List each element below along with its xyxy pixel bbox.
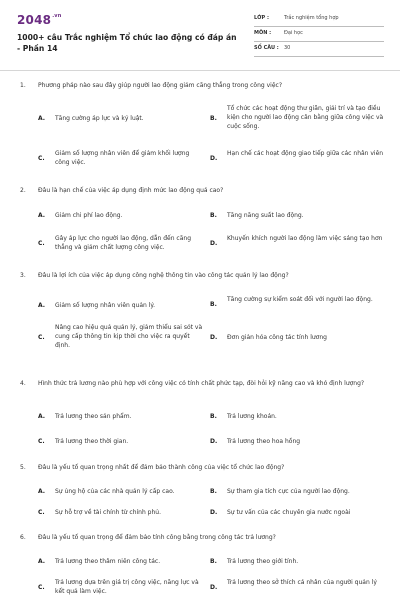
option-letter: B. <box>210 212 217 219</box>
meta-row-subject <box>254 27 384 42</box>
meta-value: Đại học <box>284 30 303 36</box>
meta-row-count <box>254 42 384 57</box>
option-text: Giảm chi phí lao động. <box>55 212 123 219</box>
question-text: Đâu là yếu tố quan trọng để đảm bảo tính công bằng trong công tác trả lương? <box>38 534 276 541</box>
option-letter: B. <box>210 413 217 420</box>
option-text: Hạn chế các hoạt động giao tiếp giữa các nhân viên <box>227 150 384 157</box>
option-letter: A. <box>38 115 46 122</box>
meta-label: SỐ CÂU : <box>254 45 279 51</box>
option-letter: A. <box>38 558 46 565</box>
option-letter: C. <box>38 240 45 247</box>
question-number: 4. <box>20 380 26 387</box>
option-letter: C. <box>38 438 45 445</box>
option-text: Trả lương khoán. <box>227 413 277 420</box>
option-letter: D. <box>210 509 218 516</box>
question-text: Đâu là yếu tố quan trọng nhất để đảm bảo thành công của việc tổ chức lao động? <box>38 464 285 471</box>
option-letter: C. <box>38 509 45 516</box>
option-letter: D. <box>210 438 218 445</box>
option-letter: C. <box>38 334 45 341</box>
option-letter: D. <box>210 584 218 591</box>
option-letter: A. <box>38 488 46 495</box>
logo-suffix: .vn <box>52 13 62 19</box>
option-letter: C. <box>38 155 45 162</box>
header-divider <box>0 70 400 71</box>
option-letter: D. <box>210 334 218 341</box>
option-text: Tăng cường áp lực và kỷ luật. <box>55 115 144 122</box>
option-letter: C. <box>38 584 45 591</box>
meta-value: Trắc nghiệm tổng hợp <box>284 15 339 21</box>
option-letter: D. <box>210 240 218 247</box>
option-text: Giảm số lượng nhân viên quản lý. <box>55 302 155 309</box>
option-letter: A. <box>38 302 46 309</box>
option-letter: D. <box>210 155 218 162</box>
option-text: Tổ chức các hoạt động thư giãn, giải trí và tạo điều kiện cho người lao động cân bằng giữa công việc và cuộc sống. <box>227 105 384 130</box>
question-text: Đâu là lợi ích của việc áp dụng công nghệ thông tin vào công tác quản lý lao động? <box>38 272 289 279</box>
option-letter: B. <box>210 488 217 495</box>
option-text: Tăng năng suất lao động. <box>227 212 304 219</box>
question-number: 5. <box>20 464 26 471</box>
option-text: Sự ủng hộ của các nhà quản lý cấp cao. <box>55 488 175 495</box>
logo-text: 2048 <box>17 13 52 27</box>
question-number: 6. <box>20 534 26 541</box>
option-text: Trả lương theo giới tính. <box>227 558 299 565</box>
option-letter: A. <box>38 212 46 219</box>
option-text: Sự hỗ trợ về tài chính từ chính phủ. <box>55 509 161 516</box>
option-text: Trả lương theo thời gian. <box>55 438 129 445</box>
meta-value: 30 <box>284 45 291 51</box>
option-text: Gây áp lực cho người lao động, dẫn đến căng thẳng và giảm chất lượng công việc. <box>55 235 192 251</box>
question-number: 1. <box>20 82 26 89</box>
option-text: Sự tham gia tích cực của người lao động. <box>227 488 350 495</box>
question-text: Phương pháp nào sau đây giúp người lao động giảm căng thẳng trong công việc? <box>38 82 283 89</box>
question-text: Đâu là hạn chế của việc áp dụng định mức lao động quá cao? <box>38 187 224 194</box>
option-text: Trả lương theo sản phẩm. <box>55 413 132 420</box>
option-text: Khuyến khích người lao động làm việc sáng tạo hơn <box>227 235 383 242</box>
option-text: Đơn giản hóa công tác tính lương <box>227 334 327 341</box>
option-letter: B. <box>210 115 217 122</box>
option-text: Trả lương theo thâm niên công tác. <box>55 558 161 565</box>
option-text: Giảm số lượng nhân viên để giảm khối lượng công việc. <box>55 150 190 166</box>
option-letter: B. <box>210 301 217 308</box>
meta-label: MÔN : <box>254 30 272 36</box>
option-text: Sự tư vấn của các chuyên gia nước ngoài <box>227 509 351 516</box>
page-header <box>0 0 400 66</box>
page-title: 1000+ câu Trắc nghiệm Tổ chức lao động có đáp án - Phần 14 <box>17 33 237 53</box>
site-logo[interactable] <box>17 13 62 27</box>
option-letter: A. <box>38 413 46 420</box>
option-text: Trả lương theo hoa hồng <box>227 438 301 445</box>
question-text: Hình thức trả lương nào phù hợp với công việc có tính chất phức tạp, đòi hỏi kỹ năng cao và khó định lượng? <box>38 380 365 387</box>
option-text: Nâng cao hiệu quả quản lý, giảm thiểu sai sót và cung cấp thông tin kịp thời cho việc ra quyết định. <box>55 324 203 349</box>
option-text: Trả lương dựa trên giá trị công việc, năng lực và kết quả làm việc. <box>55 579 199 595</box>
meta-label: LỚP : <box>254 15 269 21</box>
meta-row-class <box>254 12 384 27</box>
question-number: 3. <box>20 272 26 279</box>
meta-table <box>254 12 384 57</box>
option-text: Trả lương theo sở thích cá nhân của người quản lý <box>227 579 377 586</box>
option-text: Tăng cường sự kiểm soát đối với người lao động. <box>227 296 373 303</box>
question-number: 2. <box>20 187 26 194</box>
option-letter: B. <box>210 558 217 565</box>
